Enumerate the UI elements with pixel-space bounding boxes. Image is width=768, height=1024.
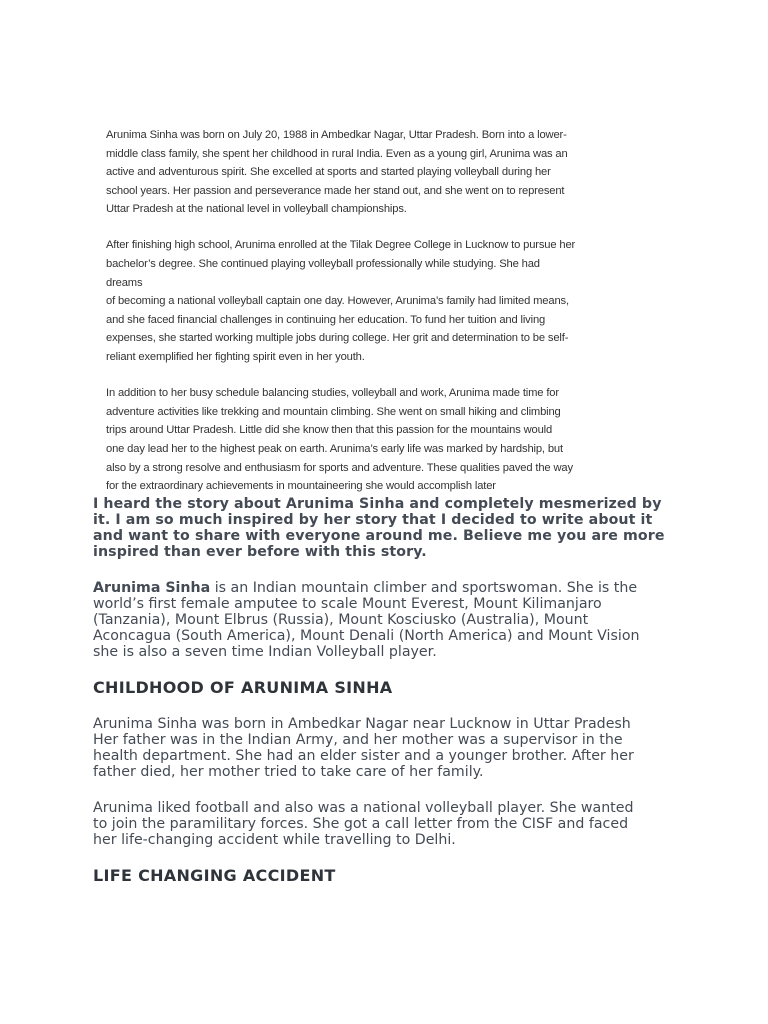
article-body [93, 496, 683, 904]
image-paragraph: After finishing high school, Arunima enrolled at the Tilak Degree College in Lucknow to pursue her bachelor’s degree. She continued playing volleyball professionally while studying. She had dreams of becoming a national volleyball captain one day. However, Arunima’s family had limited means, and she faced financial challenges in continuing her education. To fund her tuition and living expenses, she started working multiple jobs during college. Her grit and determination to be self- reliant exemplified her fighting spirit even in her youth. [106, 239, 576, 364]
bio-paragraph [93, 580, 683, 660]
image-paragraph: Arunima Sinha was born on July 20, 1988 in Ambedkar Nagar, Uttar Pradesh. Born into a lower- middle class family, she spent her childhood in rural India. Even as a young girl, Arunima was an active and adventurous spirit. She excelled at sports and started playing volleyball during her school years. Her passion and perseverance made her stand out, and she went on to represent Uttar Pradesh at the national level in volleyball championships. [106, 129, 568, 216]
section-paragraph: Arunima Sinha was born in Ambedkar Nagar near Lucknow in Uttar Pradesh Her father was in the Indian Army, and her mother was a supervisor in the health department. She had an elder sister and a younger brother. After her father died, her mother tried to take care of her family. [93, 716, 634, 780]
section-paragraph: Arunima liked football and also was a national volleyball player. She wanted to join the paramilitary forces. She got a call letter from the CISF and faced her life-changing accident while travelling to Delhi. [93, 800, 634, 848]
section-heading: CHILDHOOD OF ARUNIMA SINHA [93, 678, 393, 697]
intro-paragraph: I heard the story about Arunima Sinha and completely mesmerized by it. I am so much inspired by her story that I decided to write about it and want to share with everyone around me. Believe me you are more inspired than ever before with this story. [93, 496, 665, 560]
image-paragraph: In addition to her busy schedule balancing studies, volleyball and work, Arunima made time for adventure activities like trekking and mountain climbing. She went on small hiking and climbing trips around Uttar Pradesh. Little did she know then that this passion for the mountains would one day lead her to the highest peak on earth. Arunima’s early life was marked by hardship, but also by a strong resolve and enthusiasm for sports and adventure. These qualities paved the way for the extraordinary achievements in mountaineering she would accomplish later [106, 387, 573, 493]
bio-text: is an Indian mountain climber and sportswoman. She is the world’s first female amputee to scale Mount Everest, Mount Kilimanjaro (Tanzania), Mount Elbrus (Russia), Mount Kosciusko (Australia), Mount Aconcagua (South America), Mount Denali (North America) and Mount Vision she is also a seven time Indian Volleyball player. [93, 580, 640, 660]
bio-name: Arunima Sinha [93, 580, 211, 596]
section-heading: LIFE CHANGING ACCIDENT [93, 866, 336, 885]
embedded-text-image [106, 126, 576, 513]
